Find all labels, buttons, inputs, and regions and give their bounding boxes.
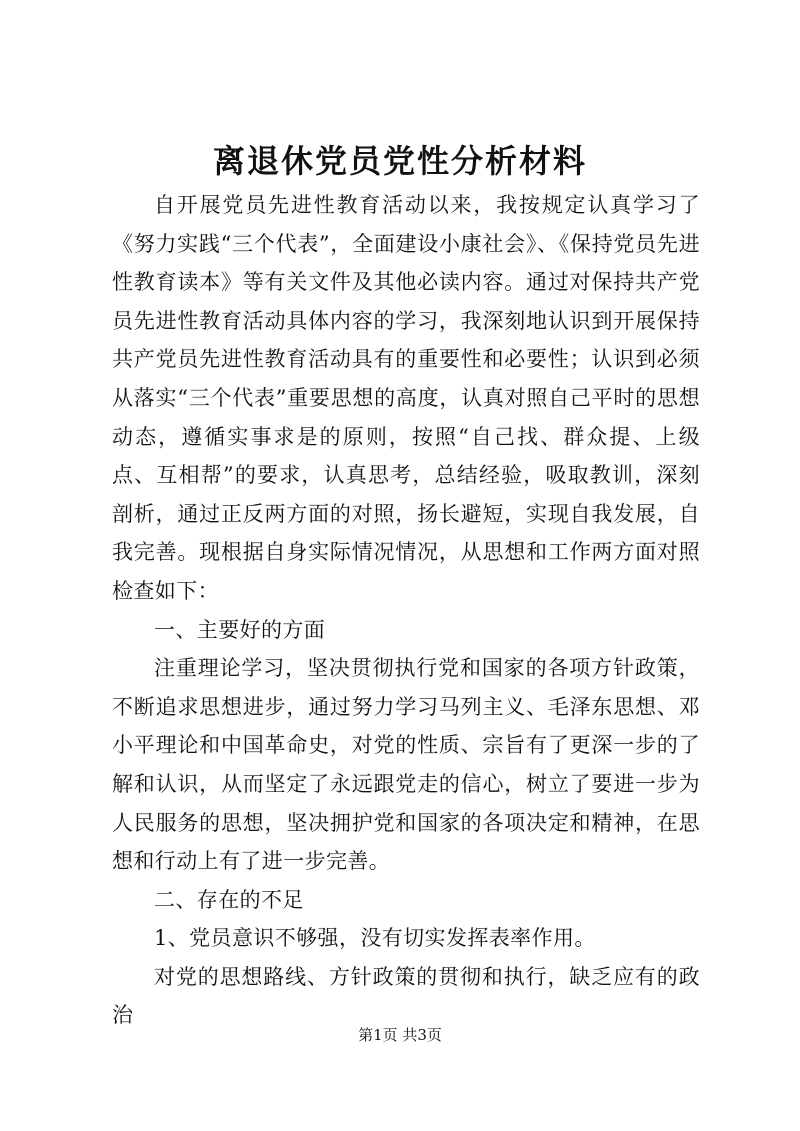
document-title: 离退休党员党性分析材料 xyxy=(212,142,587,180)
paragraph-party-awareness: 对党的思想路线、方针政策的贯彻和执行，缺乏应有的政治 xyxy=(112,964,700,1028)
section-heading-shortcomings: 二、存在的不足 xyxy=(154,887,304,912)
page-number-footer: 第1页 共3页 xyxy=(358,1026,442,1044)
paragraph-intro: 自开展党员先进性教育活动以来，我按规定认真学习了《努力实践“三个代表”，全面建设小康社会》、《保持党员先进性教育读本》等有关文件及其他必读内容。通过对保持共产党员先进性教育活动具体内容的学习，我深刻地认识到开展保持共产党员先进性教育活动具有的重要性和必要性；认识到必须从落实“三个代表”重要思想的高度，认真对照自己平时的思想动态，遵循实事求是的原则，按照“自己找、群众提、上级点、互相帮”的要求，认真思考，总结经验，吸取教训，深刻剖析，通过正反两方面的对照，扬长避短，实现自我发展，自我完善。现根据自身实际情况情况，从思想和工作两方面对照检查如下： xyxy=(112,193,700,603)
document-body xyxy=(112,186,700,1035)
subheading-party-awareness: 1、党员意识不够强，没有切实发挥表率作用。 xyxy=(154,926,596,951)
section-heading-strengths: 一、主要好的方面 xyxy=(154,617,326,642)
paragraph-strengths: 注重理论学习，坚决贯彻执行党和国家的各项方针政策，不断追求思想进步，通过努力学习马列主义、毛泽东思想、邓小平理论和中国革命史，对党的性质、宗旨有了更深一步的了解和认识，从而坚定了永远跟党走的信心，树立了要进一步为人民服务的思想，坚决拥护党和国家的各项决定和精神，在思想和行动上有了进一步完善。 xyxy=(112,656,700,874)
